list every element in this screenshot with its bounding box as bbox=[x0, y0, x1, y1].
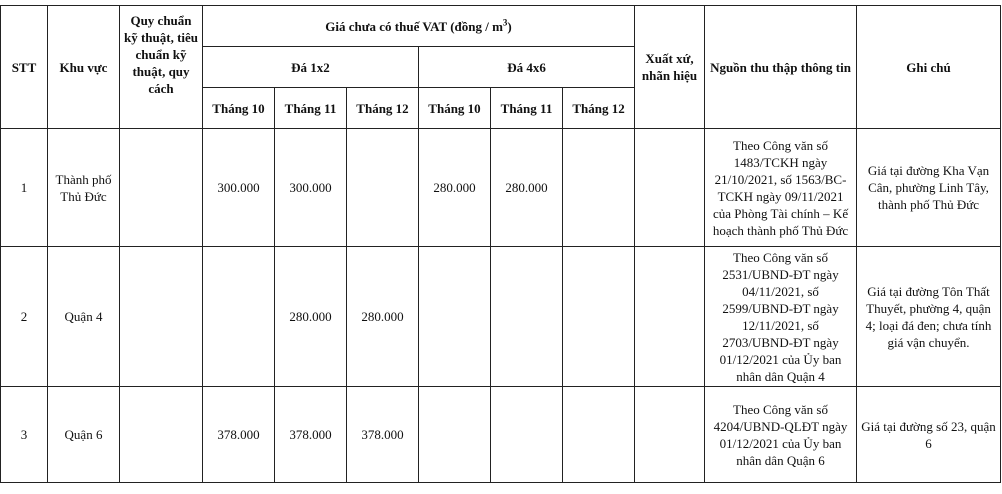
header-khu-vuc: Khu vực bbox=[48, 6, 120, 129]
cell-ghi-chu: Giá tại đường Kha Vạn Cân, phường Linh Tây, thành phố Thủ Đức bbox=[857, 129, 1001, 247]
cell-price: 300.000 bbox=[203, 129, 275, 247]
cell-khu-vuc: Quận 4 bbox=[48, 247, 120, 387]
cell-price bbox=[563, 247, 635, 387]
cell-stt: 1 bbox=[1, 129, 48, 247]
cell-xuat-xu bbox=[635, 387, 705, 483]
cell-price: 300.000 bbox=[275, 129, 347, 247]
cell-price: 280.000 bbox=[491, 129, 563, 247]
cell-price: 280.000 bbox=[275, 247, 347, 387]
table-row bbox=[1, 387, 1001, 483]
document-page bbox=[0, 5, 1002, 494]
header-month: Tháng 11 bbox=[491, 88, 563, 129]
header-month: Tháng 10 bbox=[419, 88, 491, 129]
cell-nguon: Theo Công văn số 2531/UBND-ĐT ngày 04/11/2021, số 2599/UBND-ĐT ngày 12/11/2021, số 2703/UBND-ĐT ngày 01/12/2021 của Ủy ban nhân dân Quận 4 bbox=[705, 247, 857, 387]
header-gia-sup: 3 bbox=[502, 17, 508, 28]
cell-price: 378.000 bbox=[347, 387, 419, 483]
header-da-1x2: Đá 1x2 bbox=[203, 47, 419, 88]
cell-stt: 3 bbox=[1, 387, 48, 483]
cell-stt: 2 bbox=[1, 247, 48, 387]
cell-price bbox=[491, 247, 563, 387]
cell-price: 280.000 bbox=[347, 247, 419, 387]
cell-price bbox=[563, 129, 635, 247]
table-row bbox=[1, 129, 1001, 247]
cell-nguon: Theo Công văn số 4204/UBND-QLĐT ngày 01/12/2021 của Ủy ban nhân dân Quận 6 bbox=[705, 387, 857, 483]
header-month: Tháng 12 bbox=[347, 88, 419, 129]
cell-price bbox=[419, 247, 491, 387]
header-gia-suffix: ) bbox=[507, 18, 512, 34]
cell-price bbox=[203, 247, 275, 387]
header-month: Tháng 12 bbox=[563, 88, 635, 129]
cell-price: 280.000 bbox=[419, 129, 491, 247]
header-month: Tháng 10 bbox=[203, 88, 275, 129]
header-quy-chuan: Quy chuẩn kỹ thuật, tiêu chuẩn kỹ thuật, quy cách bbox=[120, 6, 203, 129]
cell-price: 378.000 bbox=[203, 387, 275, 483]
header-gia bbox=[203, 6, 635, 47]
header-row-1 bbox=[1, 6, 1001, 47]
cell-price bbox=[563, 387, 635, 483]
cell-quy-chuan bbox=[120, 129, 203, 247]
cell-quy-chuan bbox=[120, 387, 203, 483]
cell-price: 378.000 bbox=[275, 387, 347, 483]
cell-price bbox=[347, 129, 419, 247]
header-xuat-xu: Xuất xứ, nhãn hiệu bbox=[635, 6, 705, 129]
cell-quy-chuan bbox=[120, 247, 203, 387]
cell-xuat-xu bbox=[635, 129, 705, 247]
cell-khu-vuc: Quận 6 bbox=[48, 387, 120, 483]
header-nguon: Nguồn thu thập thông tin bbox=[705, 6, 857, 129]
cell-xuat-xu bbox=[635, 247, 705, 387]
header-da-4x6: Đá 4x6 bbox=[419, 47, 635, 88]
cell-price bbox=[491, 387, 563, 483]
cell-nguon: Theo Công văn số 1483/TCKH ngày 21/10/2021, số 1563/BC-TCKH ngày 09/11/2021 của Phòng Tài chính – Kế hoạch thành phố Thủ Đức bbox=[705, 129, 857, 247]
cell-price bbox=[419, 387, 491, 483]
cell-ghi-chu: Giá tại đường Tôn Thất Thuyết, phường 4, quận 4; loại đá đen; chưa tính giá vận chuyển. bbox=[857, 247, 1001, 387]
table-row bbox=[1, 247, 1001, 387]
header-month: Tháng 11 bbox=[275, 88, 347, 129]
cell-ghi-chu: Giá tại đường số 23, quận 6 bbox=[857, 387, 1001, 483]
price-table bbox=[0, 5, 1001, 483]
header-gia-prefix: Giá chưa có thuế VAT (đồng / m bbox=[325, 18, 503, 34]
header-stt: STT bbox=[1, 6, 48, 129]
header-ghi-chu: Ghi chú bbox=[857, 6, 1001, 129]
cell-khu-vuc: Thành phố Thủ Đức bbox=[48, 129, 120, 247]
